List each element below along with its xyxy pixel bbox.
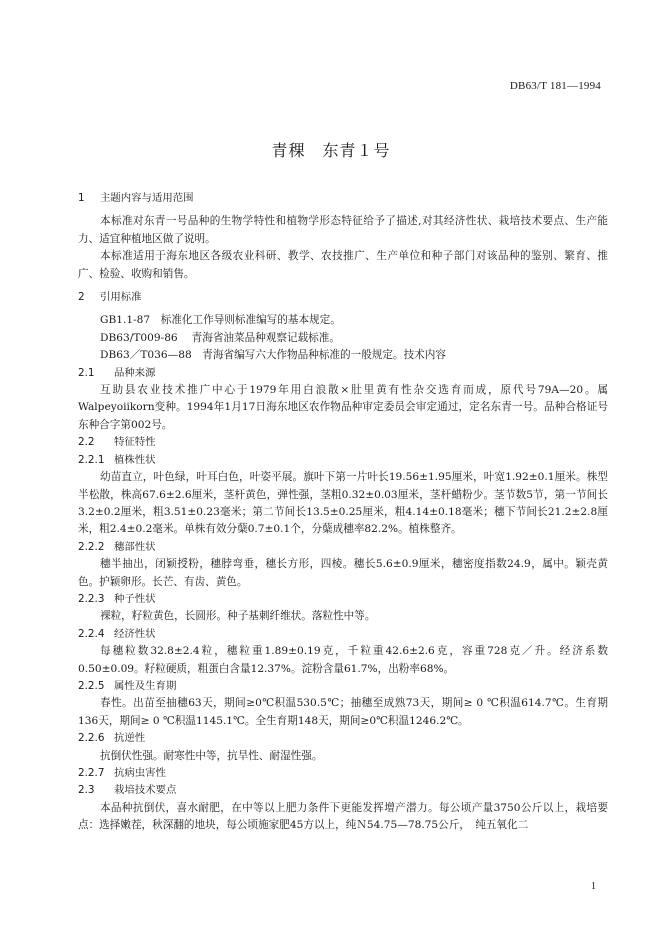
reference-item: DB63/T009-86 青海省油菜品种观察记载标准。 [100, 331, 340, 344]
section-heading [78, 289, 608, 306]
section-heading [78, 539, 608, 556]
section-title: 属性及生育期 [114, 679, 177, 692]
section-title: 特征特性 [114, 436, 156, 449]
section-number: 1 [78, 192, 85, 204]
section-number: 2.2.1 [78, 453, 105, 466]
section-heading [78, 591, 608, 608]
section-number: 2.1 [78, 366, 95, 379]
section-number: 2.2 [78, 436, 95, 449]
section-number: 2.2.5 [78, 679, 105, 692]
section-heading [78, 452, 608, 469]
section-heading [78, 190, 608, 207]
section-heading [78, 678, 608, 695]
document-title: 青稞 东青１号 [271, 141, 391, 160]
paragraph: 本标准对东青一号品种的生物学特性和植物学形态特征给予了描述,对其经济性状、栽培技术要点、生产能力、适宜种植地区做了说明。 [78, 215, 608, 245]
paragraph: 每穗粒数32.8±2.4粒，穗粒重1.89±0.19克，千粒重42.6±2.6克，容重728克／升。经济系数0.50±0.09。籽粒硬质，粗蛋白含量12.37%。淀粉含量61.7%，出粉率68%。 [78, 645, 608, 675]
paragraph: 幼苗直立，叶色绿，叶耳白色，叶姿平展。旗叶下第一片叶长19.56±1.95厘米，叶宽1.92±0.1厘米。株型半松散，株高67.6±2.6厘米，茎杆黄色，弹性强，茎粗0.32±0.03厘米，茎杆蜡粉少。茎节数5节，第一节间长3.2±0.2厘米，粗3.51±0.23毫米；第二节间长13.5±0.25厘米，粗4.14±0.18毫米；穗下节间长21.2±2.8厘米，粗2.4±0.2毫米。单株有效分蘖0.7±0.1个，分蘖成穗率82.2%。植株整齐。 [78, 471, 608, 536]
paragraph: 本品种抗倒伏，喜水耐肥，在中等以上肥力条件下更能发挥增产潜力。每公顷产量3750公斤以上，栽培要点：选择嫩茬，秋深翻的地块，每公顷施家肥45方以上，纯Ｎ54.75—78.75公斤， 纯五氧化二 [78, 801, 608, 832]
section-number: 2 [78, 291, 85, 304]
section-heading [78, 730, 608, 747]
section-title: 种子性状 [114, 592, 156, 605]
reference-item: GB1.1-87 标准化工作导则标准编写的基本规定。 [100, 314, 341, 327]
section-number: 2.3 [78, 784, 95, 797]
paragraph: 互助县农业技术推广中心于1979年用白浪散×肚里黄有性杂交选育而成，原代号79A—20。属Walpeyoiikorn变种。1994年1月17日海东地区农作物品种审定委员会审定通过，定名东青一号。品种合格证号东种合字第002号。 [78, 384, 608, 431]
section-title: 植株性状 [114, 453, 156, 466]
section-number: 2.2.4 [78, 627, 105, 640]
section-number: 2.2.7 [78, 767, 105, 779]
section-title: 抗病虫害性 [114, 767, 166, 779]
section-heading [78, 765, 608, 782]
paragraph: 本标准适用于海东地区各级农业科研、教学、农技推广、生产单位和种子部门对该品种的鉴别、繁育、推广、检验、收购和销售。 [78, 250, 608, 280]
section-title: 穗部性状 [114, 540, 156, 553]
section-title: 品种来源 [114, 366, 156, 379]
section-heading [78, 365, 608, 382]
page-number: 1 [591, 881, 596, 892]
section-title: 主题内容与适用范围 [100, 192, 194, 204]
paragraph: 裸粒，籽粒黄色，长圆形。种子基刺纤维状。落粒性中等。 [100, 610, 376, 623]
document-body [78, 190, 608, 835]
section-number: 2.2.6 [78, 732, 105, 745]
standard-code: DB63/T 181—1994 [509, 80, 601, 92]
paragraph: 春性。出苗至抽穗63天，期间≥0℃积温530.5℃；抽穗至成熟73天，期间≥ 0 ℃积温614.7℃。生育期136天，期间≥ 0 ℃积温1145.1℃。全生育期148天，期间≥0℃积温1246.2℃。 [78, 697, 608, 727]
section-number: 2.2.2 [78, 540, 105, 553]
section-title: 栽培技术要点 [114, 784, 177, 797]
section-title: 抗逆性 [114, 732, 146, 745]
reference-item: DB63／T036—88 青海省编写六大作物品种标准的一般规定。技术内容 [100, 349, 446, 362]
section-title: 引用标准 [100, 291, 142, 304]
section-heading [78, 626, 608, 643]
section-title: 经济性状 [114, 627, 156, 640]
section-number: 2.2.3 [78, 592, 105, 605]
section-heading [78, 782, 608, 799]
paragraph: 抗倒伏性强。耐寒性中等，抗旱性、耐湿性强。 [100, 749, 323, 762]
section-heading [78, 434, 608, 451]
paragraph: 穗半抽出，闭颖授粉，穗脖弯垂，穗长方形，四棱。穗长5.6±0.9厘米，穗密度指数24.9，属中。颖壳黄色。护颖卵形。长芒、有齿、黄色。 [78, 558, 608, 588]
